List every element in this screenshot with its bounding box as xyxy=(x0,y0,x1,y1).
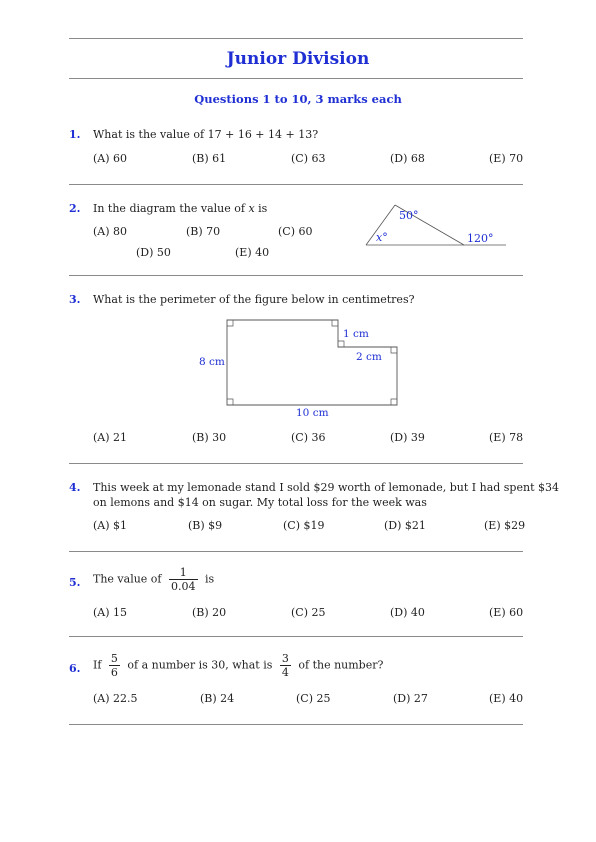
question-text-middle: of a number is 30, what is xyxy=(127,658,273,672)
option-e[interactable]: (E) $29 xyxy=(484,519,526,532)
option-b[interactable]: (B) 24 xyxy=(200,692,235,705)
question-number: 1. xyxy=(69,128,81,141)
question-text xyxy=(93,652,383,679)
right-angle-marker xyxy=(332,320,338,326)
question-text-line-2: on lemons and $14 on sugar. My total loss for the week was xyxy=(93,496,427,509)
option-c[interactable]: (C) 36 xyxy=(291,431,326,444)
question-text-before: The value of xyxy=(93,572,162,586)
question-number: 4. xyxy=(69,481,81,494)
fraction-numerator: 3 xyxy=(281,652,289,665)
option-a[interactable]: (A) 60 xyxy=(93,152,128,165)
right-angle-marker xyxy=(227,320,233,326)
option-d[interactable]: (D) 68 xyxy=(390,152,425,165)
option-d[interactable]: (D) 27 xyxy=(393,692,428,705)
option-b[interactable]: (B) $9 xyxy=(188,519,223,532)
question-number: 6. xyxy=(69,662,81,675)
angle-left-degree: ° xyxy=(382,231,388,244)
angle-left-var: x xyxy=(376,231,383,244)
step-horizontal-label: 2 cm xyxy=(356,351,382,363)
rule-top xyxy=(69,38,523,39)
option-e[interactable]: (E) 40 xyxy=(489,692,524,705)
option-c[interactable]: (C) 63 xyxy=(291,152,326,165)
right-angle-marker xyxy=(391,399,397,405)
bottom-side-label: 10 cm xyxy=(296,407,329,419)
angle-top-label: 50° xyxy=(399,209,419,222)
angle-exterior-label: 120° xyxy=(467,232,494,245)
rule-q6 xyxy=(69,724,523,725)
option-a[interactable]: (A) 22.5 xyxy=(93,692,138,705)
perimeter-figure xyxy=(190,310,420,422)
question-text xyxy=(93,566,214,593)
option-c[interactable]: (C) 25 xyxy=(291,606,326,619)
question-number: 5. xyxy=(69,576,81,589)
fraction-denominator: 0.04 xyxy=(171,580,196,593)
question-number: 3. xyxy=(69,293,81,306)
step-vertical-label: 1 cm xyxy=(343,328,369,340)
right-angle-marker xyxy=(227,399,233,405)
question-text-after: of the number? xyxy=(298,658,384,672)
question-text-line-1: This week at my lemonade stand I sold $29 worth of lemonade, but I had spent $34 xyxy=(93,481,559,494)
question-text xyxy=(93,201,267,216)
angle-left-label xyxy=(376,231,388,244)
rule-q5 xyxy=(69,636,523,637)
section-subtitle: Questions 1 to 10, 3 marks each xyxy=(194,92,402,106)
fraction-2 xyxy=(280,652,291,679)
fraction-denominator: 6 xyxy=(110,666,118,679)
rule-q3 xyxy=(69,463,523,464)
option-d[interactable]: (D) 39 xyxy=(390,431,425,444)
fraction-numerator: 1 xyxy=(169,566,198,580)
question-text-before: If xyxy=(93,658,102,672)
question-text: What is the value of 17 + 16 + 14 + 13? xyxy=(93,128,319,141)
option-c[interactable]: (C) $19 xyxy=(283,519,325,532)
right-angle-marker xyxy=(338,341,344,347)
question-number: 2. xyxy=(69,202,81,215)
option-b[interactable]: (B) 20 xyxy=(192,606,227,619)
question-text: What is the perimeter of the figure below in centimetres? xyxy=(93,293,415,306)
fraction-denominator: 4 xyxy=(281,666,289,679)
option-e[interactable]: (E) 40 xyxy=(235,246,270,259)
option-a[interactable]: (A) 21 xyxy=(93,431,128,444)
rule-q1 xyxy=(69,184,523,185)
option-c[interactable]: (C) 60 xyxy=(278,225,313,238)
option-a[interactable]: (A) 15 xyxy=(93,606,128,619)
option-b[interactable]: (B) 70 xyxy=(186,225,221,238)
left-side-label: 8 cm xyxy=(199,356,225,368)
fraction xyxy=(169,566,198,593)
option-c[interactable]: (C) 25 xyxy=(296,692,331,705)
question-text-after: is xyxy=(205,572,215,586)
option-a[interactable]: (A) 80 xyxy=(93,225,128,238)
variable-x: x xyxy=(248,202,255,215)
option-d[interactable]: (D) $21 xyxy=(384,519,426,532)
fraction-1 xyxy=(109,652,120,679)
rule-under-title xyxy=(69,78,523,79)
option-b[interactable]: (B) 61 xyxy=(192,152,227,165)
rule-q4 xyxy=(69,551,523,552)
page-title: Junior Division xyxy=(226,49,370,69)
option-a[interactable]: (A) $1 xyxy=(93,519,128,532)
option-e[interactable]: (E) 60 xyxy=(489,606,524,619)
question-text-after: is xyxy=(254,202,268,215)
option-d[interactable]: (D) 50 xyxy=(136,246,171,259)
option-e[interactable]: (E) 70 xyxy=(489,152,524,165)
option-d[interactable]: (D) 40 xyxy=(390,606,425,619)
option-b[interactable]: (B) 30 xyxy=(192,431,227,444)
triangle-diagram xyxy=(360,198,520,254)
rule-q2 xyxy=(69,275,523,276)
question-text-before: In the diagram the value of xyxy=(93,202,249,215)
option-e[interactable]: (E) 78 xyxy=(489,431,524,444)
right-angle-marker xyxy=(391,347,397,353)
fraction-numerator: 5 xyxy=(110,652,118,665)
